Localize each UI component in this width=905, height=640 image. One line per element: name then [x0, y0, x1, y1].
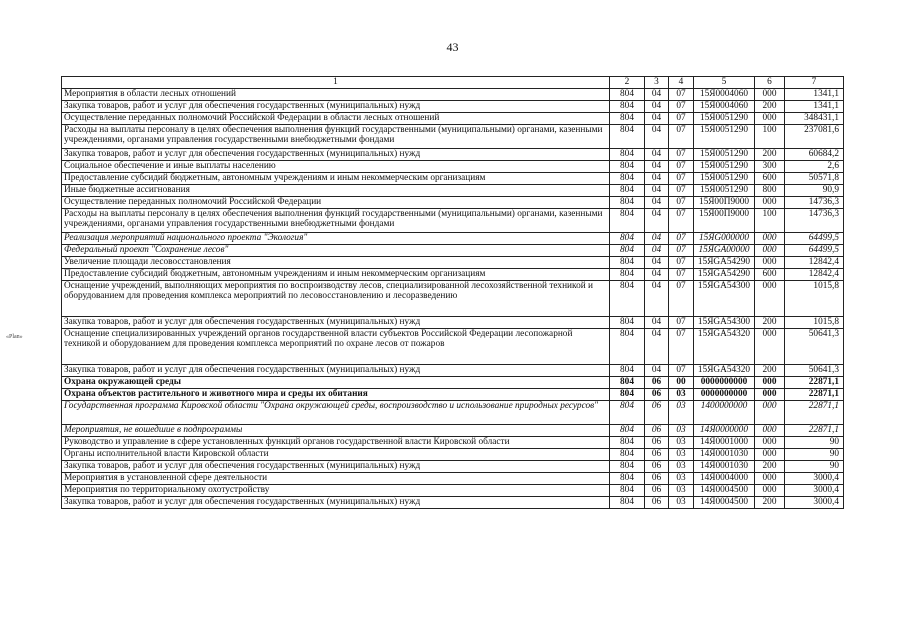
cell-amount: 348431,1: [785, 112, 844, 124]
cell-section: 06: [645, 484, 669, 496]
cell-section: 06: [645, 376, 669, 388]
cell-target-code: 14Я0004500: [694, 496, 755, 508]
row-name-cell: Мероприятия в установленной сфере деятельности: [62, 472, 610, 484]
cell-expense-type: 600: [755, 172, 785, 184]
cell-expense-type: 200: [755, 316, 785, 328]
cell-section: 04: [645, 316, 669, 328]
table-row: [62, 376, 844, 388]
cell-target-code: 15Я0004060: [694, 88, 755, 100]
row-name-cell: Руководство и управление в сфере установленных функций органов государственной власти Кировской области: [62, 436, 610, 448]
cell-section: 04: [645, 256, 669, 268]
cell-subsection: 07: [669, 244, 694, 256]
cell-amount: 22871,1: [785, 388, 844, 400]
header-cell: 1: [62, 77, 610, 89]
table-row: [62, 112, 844, 124]
cell-expense-type: 200: [755, 148, 785, 160]
cell-amount: 1015,8: [785, 316, 844, 328]
row-name-cell: Осуществление переданных полномочий Российской Федерации: [62, 196, 610, 208]
cell-subsection: 03: [669, 448, 694, 460]
cell-subsection: 07: [669, 172, 694, 184]
table-row: [62, 388, 844, 400]
cell-section: 04: [645, 124, 669, 148]
cell-section: 04: [645, 208, 669, 232]
cell-target-code: 15Я00П9000: [694, 196, 755, 208]
cell-section: 04: [645, 268, 669, 280]
header-cell: 3: [645, 77, 669, 89]
cell-ministry: 804: [610, 196, 645, 208]
cell-amount: 3000,4: [785, 472, 844, 484]
cell-target-code: 14Я0001000: [694, 436, 755, 448]
cell-amount: 64499,5: [785, 232, 844, 244]
cell-ministry: 804: [610, 148, 645, 160]
cell-target-code: 15Я0051290: [694, 148, 755, 160]
cell-subsection: 07: [669, 280, 694, 316]
cell-target-code: 0000000000: [694, 388, 755, 400]
cell-amount: 1341,1: [785, 88, 844, 100]
table-row: [62, 124, 844, 148]
row-name-cell: Закупка товаров, работ и услуг для обеспечения государственных (муниципальных) нужд: [62, 148, 610, 160]
cell-section: 06: [645, 496, 669, 508]
row-name-cell: Осуществление переданных полномочий Российской Федерации в области лесных отношений: [62, 112, 610, 124]
cell-target-code: 14Я0004500: [694, 484, 755, 496]
row-name-cell: Расходы на выплаты персоналу в целях обеспечения выполнения функций государственными (муниципальными) органами, казенными учреждениями, органами управления государственными внебюджетными фондами: [62, 124, 610, 148]
cell-expense-type: 000: [755, 448, 785, 460]
table-row: [62, 160, 844, 172]
row-name-cell: Охрана окружающей среды: [62, 376, 610, 388]
cell-amount: 50641,3: [785, 364, 844, 376]
cell-expense-type: 000: [755, 484, 785, 496]
cell-amount: 64499,5: [785, 244, 844, 256]
cell-amount: 22871,1: [785, 424, 844, 436]
cell-amount: 22871,1: [785, 376, 844, 388]
cell-section: 04: [645, 112, 669, 124]
cell-amount: 1341,1: [785, 100, 844, 112]
cell-subsection: 07: [669, 364, 694, 376]
table-row: [62, 436, 844, 448]
header-cell: 7: [785, 77, 844, 89]
cell-ministry: 804: [610, 256, 645, 268]
cell-amount: 2,6: [785, 160, 844, 172]
row-name-cell: Органы исполнительной власти Кировской области: [62, 448, 610, 460]
cell-ministry: 804: [610, 268, 645, 280]
row-name-cell: Мероприятия в области лесных отношений: [62, 88, 610, 100]
cell-ministry: 804: [610, 244, 645, 256]
cell-expense-type: 000: [755, 256, 785, 268]
table-row: [62, 244, 844, 256]
table-row: [62, 100, 844, 112]
table-row: [62, 268, 844, 280]
cell-section: 06: [645, 460, 669, 472]
cell-target-code: 14Я0000000: [694, 424, 755, 436]
cell-expense-type: 200: [755, 496, 785, 508]
row-name-cell: Государственная программа Кировской области "Охрана окружающей среды, воспроизводство и использование природных ресурсов": [62, 400, 610, 424]
cell-subsection: 03: [669, 460, 694, 472]
row-name-cell: Закупка товаров, работ и услуг для обеспечения государственных (муниципальных) нужд: [62, 496, 610, 508]
cell-ministry: 804: [610, 364, 645, 376]
row-name-cell: Мероприятия, не вошедшие в подпрограммы: [62, 424, 610, 436]
cell-subsection: 03: [669, 400, 694, 424]
cell-amount: 3000,4: [785, 496, 844, 508]
cell-subsection: 03: [669, 424, 694, 436]
header-cell: 6: [755, 77, 785, 89]
cell-expense-type: 200: [755, 100, 785, 112]
cell-expense-type: 000: [755, 388, 785, 400]
table-row: [62, 184, 844, 196]
cell-ministry: 804: [610, 184, 645, 196]
page-number: 43: [446, 40, 459, 54]
cell-subsection: 07: [669, 268, 694, 280]
cell-ministry: 804: [610, 496, 645, 508]
header-cell: 5: [694, 77, 755, 89]
cell-target-code: 14Я0001030: [694, 448, 755, 460]
cell-target-code: 15Я0051290: [694, 184, 755, 196]
cell-subsection: 03: [669, 388, 694, 400]
cell-target-code: 15ЯGA54320: [694, 364, 755, 376]
cell-section: 04: [645, 232, 669, 244]
cell-ministry: 804: [610, 400, 645, 424]
cell-target-code: 15ЯGA54300: [694, 316, 755, 328]
margin-note: «Plan»: [6, 334, 23, 340]
row-name-cell: Предоставление субсидий бюджетным, автономным учреждениям и иным некоммерческим организациям: [62, 172, 610, 184]
row-name-cell: Охрана объектов растительного и животного мира и среды их обитания: [62, 388, 610, 400]
cell-section: 04: [645, 172, 669, 184]
cell-target-code: 0000000000: [694, 376, 755, 388]
row-name-cell: Мероприятия по территориальному охотустройству: [62, 484, 610, 496]
cell-subsection: 07: [669, 148, 694, 160]
row-name-cell: Социальное обеспечение и иные выплаты населению: [62, 160, 610, 172]
cell-subsection: 03: [669, 484, 694, 496]
cell-subsection: 07: [669, 328, 694, 364]
cell-ministry: 804: [610, 376, 645, 388]
cell-target-code: 15ЯG000000: [694, 232, 755, 244]
table-row: [62, 496, 844, 508]
row-name-cell: Оснащение специализированных учреждений органов государственной власти субъектов Российской Федерации лесопожарной техникой и оборудованием для проведения комплекса мероприятий по охране лесов от пожаров: [62, 328, 610, 364]
cell-section: 04: [645, 364, 669, 376]
cell-target-code: 15Я0051290: [694, 160, 755, 172]
row-name-cell: Закупка товаров, работ и услуг для обеспечения государственных (муниципальных) нужд: [62, 100, 610, 112]
cell-expense-type: 000: [755, 244, 785, 256]
cell-target-code: 1400000000: [694, 400, 755, 424]
cell-section: 04: [645, 160, 669, 172]
row-name-cell: Оснащение учреждений, выполняющих мероприятия по воспроизводству лесов, специализированной лесохозяйственной техникой и оборудованием для проведения комплекса мероприятий по лесовосстановлению и лесоразведению: [62, 280, 610, 316]
cell-amount: 50641,3: [785, 328, 844, 364]
cell-amount: 50571,8: [785, 172, 844, 184]
table-row: [62, 400, 844, 424]
cell-section: 04: [645, 328, 669, 364]
row-name-cell: Закупка товаров, работ и услуг для обеспечения государственных (муниципальных) нужд: [62, 316, 610, 328]
cell-expense-type: 600: [755, 268, 785, 280]
cell-expense-type: 000: [755, 88, 785, 100]
cell-subsection: 07: [669, 232, 694, 244]
cell-ministry: 804: [610, 160, 645, 172]
cell-ministry: 804: [610, 448, 645, 460]
cell-expense-type: 000: [755, 328, 785, 364]
cell-ministry: 804: [610, 472, 645, 484]
row-name-cell: Закупка товаров, работ и услуг для обеспечения государственных (муниципальных) нужд: [62, 460, 610, 472]
cell-amount: 237081,6: [785, 124, 844, 148]
cell-target-code: 15ЯGA54290: [694, 256, 755, 268]
table-row: [62, 424, 844, 436]
cell-subsection: 07: [669, 208, 694, 232]
cell-subsection: 03: [669, 496, 694, 508]
table-row: [62, 328, 844, 364]
cell-target-code: 15Я0051290: [694, 112, 755, 124]
table-row: [62, 88, 844, 100]
table-row: [62, 280, 844, 316]
cell-ministry: 804: [610, 280, 645, 316]
cell-subsection: 00: [669, 376, 694, 388]
cell-section: 06: [645, 472, 669, 484]
cell-section: 04: [645, 88, 669, 100]
cell-section: 06: [645, 424, 669, 436]
cell-amount: 90: [785, 460, 844, 472]
row-name-cell: Реализация мероприятий национального проекта "Экология": [62, 232, 610, 244]
cell-expense-type: 000: [755, 400, 785, 424]
table-row: [62, 208, 844, 232]
cell-target-code: 14Я0004000: [694, 472, 755, 484]
cell-expense-type: 000: [755, 232, 785, 244]
cell-target-code: 15ЯGA54320: [694, 328, 755, 364]
cell-amount: 3000,4: [785, 484, 844, 496]
cell-amount: 90: [785, 436, 844, 448]
cell-subsection: 07: [669, 316, 694, 328]
table-row: [62, 232, 844, 244]
cell-ministry: 804: [610, 484, 645, 496]
cell-amount: 22871,1: [785, 400, 844, 424]
row-name-cell: Федеральный проект "Сохранение лесов": [62, 244, 610, 256]
cell-target-code: 15Я0051290: [694, 172, 755, 184]
budget-table-body: [62, 77, 844, 509]
cell-section: 06: [645, 436, 669, 448]
cell-subsection: 03: [669, 436, 694, 448]
cell-subsection: 07: [669, 100, 694, 112]
table-row: [62, 364, 844, 376]
row-name-cell: Увеличение площади лесовосстановления: [62, 256, 610, 268]
row-name-cell: Предоставление субсидий бюджетным, автономным учреждениям и иным некоммерческим организациям: [62, 268, 610, 280]
cell-expense-type: 200: [755, 364, 785, 376]
cell-amount: 12842,4: [785, 256, 844, 268]
cell-expense-type: 000: [755, 196, 785, 208]
cell-ministry: 804: [610, 316, 645, 328]
cell-target-code: 15Я00П9000: [694, 208, 755, 232]
cell-ministry: 804: [610, 100, 645, 112]
cell-expense-type: 000: [755, 472, 785, 484]
cell-subsection: 03: [669, 472, 694, 484]
cell-amount: 90,9: [785, 184, 844, 196]
cell-ministry: 804: [610, 88, 645, 100]
cell-ministry: 804: [610, 328, 645, 364]
cell-section: 06: [645, 400, 669, 424]
budget-table: [61, 76, 844, 509]
cell-amount: 14736,3: [785, 196, 844, 208]
cell-amount: 60684,2: [785, 148, 844, 160]
cell-section: 06: [645, 448, 669, 460]
table-row: [62, 460, 844, 472]
cell-expense-type: 000: [755, 376, 785, 388]
cell-target-code: 15Я0004060: [694, 100, 755, 112]
cell-subsection: 07: [669, 196, 694, 208]
cell-section: 06: [645, 388, 669, 400]
cell-subsection: 07: [669, 160, 694, 172]
header-cell: 2: [610, 77, 645, 89]
cell-expense-type: 200: [755, 460, 785, 472]
cell-section: 04: [645, 244, 669, 256]
cell-ministry: 804: [610, 232, 645, 244]
table-row: [62, 256, 844, 268]
row-name-cell: Иные бюджетные ассигнования: [62, 184, 610, 196]
cell-target-code: 15ЯGA54290: [694, 268, 755, 280]
cell-subsection: 07: [669, 184, 694, 196]
cell-expense-type: 300: [755, 160, 785, 172]
cell-expense-type: 000: [755, 424, 785, 436]
table-row: [62, 316, 844, 328]
cell-ministry: 804: [610, 388, 645, 400]
cell-expense-type: 000: [755, 280, 785, 316]
cell-section: 04: [645, 196, 669, 208]
table-row: [62, 472, 844, 484]
cell-expense-type: 000: [755, 112, 785, 124]
table-row: [62, 196, 844, 208]
table-row: [62, 148, 844, 160]
cell-subsection: 07: [669, 256, 694, 268]
cell-subsection: 07: [669, 112, 694, 124]
cell-ministry: 804: [610, 208, 645, 232]
cell-target-code: 14Я0001030: [694, 460, 755, 472]
cell-section: 04: [645, 280, 669, 316]
cell-subsection: 07: [669, 124, 694, 148]
table-row: [62, 448, 844, 460]
cell-amount: 12842,4: [785, 268, 844, 280]
cell-expense-type: 100: [755, 208, 785, 232]
cell-subsection: 07: [669, 88, 694, 100]
table-row: [62, 172, 844, 184]
cell-ministry: 804: [610, 424, 645, 436]
cell-ministry: 804: [610, 112, 645, 124]
table-row: [62, 484, 844, 496]
table-header-row: [62, 77, 844, 89]
cell-ministry: 804: [610, 124, 645, 148]
header-cell: 4: [669, 77, 694, 89]
row-name-cell: Расходы на выплаты персоналу в целях обеспечения выполнения функций государственными (муниципальными) органами, казенными учреждениями, органами управления государственными внебюджетными фондами: [62, 208, 610, 232]
cell-ministry: 804: [610, 172, 645, 184]
cell-amount: 14736,3: [785, 208, 844, 232]
cell-section: 04: [645, 184, 669, 196]
row-name-cell: Закупка товаров, работ и услуг для обеспечения государственных (муниципальных) нужд: [62, 364, 610, 376]
cell-target-code: 15ЯGA54300: [694, 280, 755, 316]
cell-ministry: 804: [610, 436, 645, 448]
cell-section: 04: [645, 148, 669, 160]
cell-target-code: 15Я0051290: [694, 124, 755, 148]
cell-expense-type: 000: [755, 436, 785, 448]
cell-ministry: 804: [610, 460, 645, 472]
cell-expense-type: 100: [755, 124, 785, 148]
cell-target-code: 15ЯGA00000: [694, 244, 755, 256]
cell-amount: 90: [785, 448, 844, 460]
cell-section: 04: [645, 100, 669, 112]
cell-amount: 1015,8: [785, 280, 844, 316]
cell-expense-type: 800: [755, 184, 785, 196]
